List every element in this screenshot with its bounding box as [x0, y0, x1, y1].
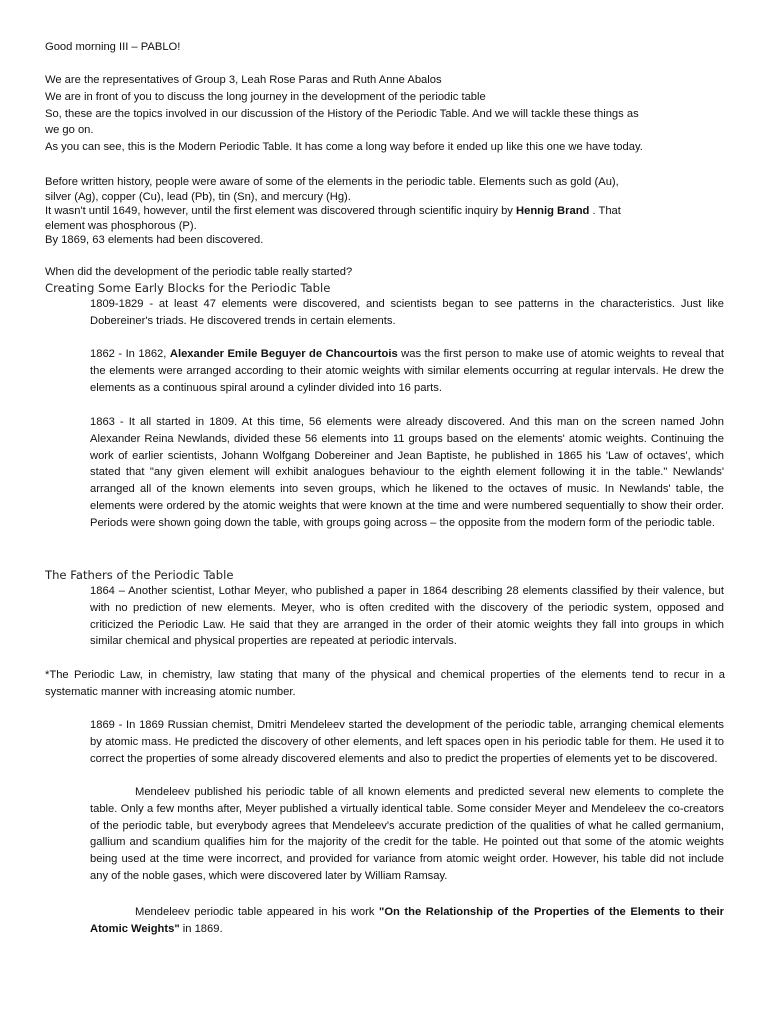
- paragraph-1809: 1809-1829 - at least 47 elements were discovered, and scientists began to see patterns in the characteristics. Just like Dobereiner's triads. He discovered trends in certain elements.: [90, 298, 724, 327]
- intro-line: We are the representatives of Group 3, Leah Rose Paras and Ruth Anne Abalos: [45, 74, 442, 86]
- intro-line: We are in front of you to discuss the long journey in the development of the periodic table: [45, 91, 486, 103]
- paragraph-text: was the first person to make use of atomic weights to reveal that the elements were arranged according to their atomic weights with similar elements occurring at regular intervals. He drew the elements as a continuous spiral around a cylinder divided into 16 parts.: [90, 348, 725, 394]
- prehistory-text: . That: [589, 205, 621, 217]
- paragraph-1862: [90, 346, 724, 396]
- paragraph-1864: 1864 – Another scientist, Lothar Meyer, who published a paper in 1864 describing 28 elements classified by their valence, but with no prediction of new elements. Meyer, who is often credited with the discovery of the periodic system, opposed and criticized the Periodic Law. He said that they are arranged in the order of their atomic weights they fall into groups in which similar chemical and physical properties are repeated at periodic intervals.: [90, 585, 724, 648]
- paragraph-1863: 1863 - It all started in 1809. At this time, 56 elements were already discovered. And this man on the screen named John Alexander Reina Newlands, divided these 56 elements into 11 groups based on the elements' atomic weights. Continuing the work of earlier scientists, Johann Wolfgang Dobereiner and Jean Baptiste, he published in 1865 his 'Law of octaves', which stated that "any given element will exhibit analogues behaviour to the eighth element following it in the table." Newlands' arranged all of the known elements into seven groups, which he likened to the octaves of music. In Newlands' table, the elements were ordered by the atomic weights that were known at the time and were numbered sequentially to show their order. Periods were shown going down the table, with groups going across – the opposite from the modern form of the periodic table.: [90, 416, 724, 529]
- section-heading: The Fathers of the Periodic Table: [45, 568, 234, 582]
- section-heading: Creating Some Early Blocks for the Periodic Table: [45, 281, 331, 295]
- intro-line: So, these are the topics involved in our discussion of the History of the Periodic Table. And we will tackle these things as: [45, 108, 639, 120]
- paragraph-text: in 1869.: [179, 922, 223, 935]
- periodic-law-note: *The Periodic Law, in chemistry, law stating that many of the physical and chemical properties of the elements tend to recur in a systematic manner with increasing atomic number.: [45, 669, 725, 698]
- paragraph-work: [90, 904, 724, 938]
- paragraph-text: Mendeleev periodic table appeared in his work: [135, 906, 380, 918]
- prehistory-line: Before written history, people were aware of some of the elements in the periodic table. Elements such as gold (Au),: [45, 176, 619, 188]
- paragraph-1869: 1869 - In 1869 Russian chemist, Dmitri Mendeleev started the development of the periodic table, arranging chemical elements by atomic mass. He predicted the discovery of other elements, and left spaces open in his periodic table for them. He used it to correct the properties of some already discovered elements and also to predict the properties of elements yet to be discovered.: [90, 719, 724, 765]
- scientist-name: Alexander Emile Beguyer de Chancourtois: [169, 348, 398, 360]
- prehistory-line: element was phosphorous (P).: [45, 220, 197, 232]
- intro-line: As you can see, this is the Modern Periodic Table. It has come a long way before it ended up like this one we have today.: [45, 141, 643, 153]
- prehistory-text: It wasn't until 1649, however, until the first element was discovered through scientific inquiry by: [45, 205, 517, 217]
- paragraph-text: 1862 - In 1862,: [90, 348, 170, 360]
- paragraph-text: Mendeleev published his periodic table of all known elements and predicted several new elements to complete the table. Only a few months after, Meyer published a virtually identical table. Some consider Meyer and Mendeleev the co-creators of the periodic table, but everybody agrees that Mendeleev's accurate prediction of the qualities of what he called germanium, gallium and scandium qualifies him for the majority of the credit for the table. He pointed out that some of the atomic weights being used at the time were incorrect, and provided for variance from atomic weight order. However, his table did not include any of the noble gases, which were discovered later by William Ramsay.: [90, 786, 724, 882]
- prehistory-line: silver (Ag), copper (Cu), lead (Pb), tin (Sn), and mercury (Hg).: [45, 191, 351, 203]
- question: When did the development of the periodic table really started?: [45, 266, 353, 278]
- greeting: Good morning III – PABLO!: [45, 41, 181, 53]
- paragraph-mendeleev: [90, 784, 724, 885]
- work-title: "On the Relationship of the Properties of the Elements to their Atomic Weights": [90, 906, 724, 935]
- intro-line: we go on.: [45, 124, 94, 136]
- prehistory-line: By 1869, 63 elements had been discovered.: [45, 234, 264, 246]
- scientist-name: Hennig Brand: [516, 205, 590, 217]
